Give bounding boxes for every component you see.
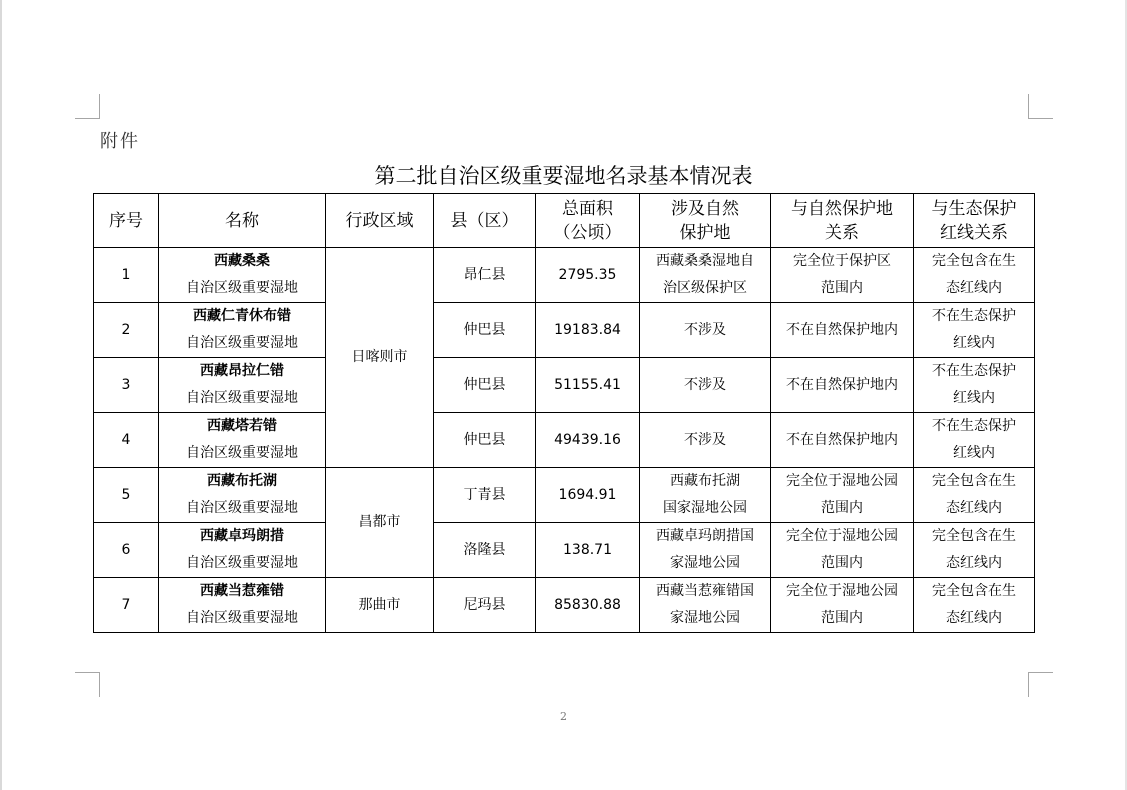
cell-rel-redline-line1: 不在生态保护 bbox=[932, 418, 1016, 434]
cell-reserve: 不涉及 bbox=[640, 358, 771, 413]
cell-area: 1694.91 bbox=[536, 468, 640, 523]
cell-rel-reserve-line1: 完全位于湿地公园 bbox=[786, 583, 898, 599]
table-row bbox=[94, 303, 1035, 358]
cell-rel-redline-line2: 态红线内 bbox=[946, 500, 1002, 516]
cell-rel-redline bbox=[914, 413, 1035, 468]
cell-county: 尼玛县 bbox=[434, 578, 536, 633]
cell-rel-redline-line1: 完全包含在生 bbox=[932, 583, 1016, 599]
cell-name-line2: 自治区级重要湿地 bbox=[186, 610, 298, 626]
attachment-label: 附件 bbox=[100, 131, 140, 152]
table-row bbox=[94, 578, 1035, 633]
header-reserve bbox=[640, 194, 771, 248]
cell-rel-redline bbox=[914, 303, 1035, 358]
cell-index: 5 bbox=[94, 468, 159, 523]
cell-name-line1: 西藏塔若错 bbox=[207, 418, 277, 434]
cell-county: 仲巴县 bbox=[434, 303, 536, 358]
cell-name bbox=[159, 303, 326, 358]
cell-name-line1: 西藏昂拉仁错 bbox=[200, 363, 284, 379]
cell-name bbox=[159, 468, 326, 523]
cell-area: 138.71 bbox=[536, 523, 640, 578]
cell-name bbox=[159, 578, 326, 633]
cell-rel-reserve bbox=[771, 248, 914, 303]
cell-county: 仲巴县 bbox=[434, 358, 536, 413]
cell-reserve-line2: 国家湿地公园 bbox=[663, 500, 747, 516]
header-index: 序号 bbox=[94, 194, 159, 248]
cell-reserve bbox=[640, 578, 771, 633]
header-region: 行政区域 bbox=[326, 194, 434, 248]
cell-rel-redline-line2: 态红线内 bbox=[946, 280, 1002, 296]
cell-name-line1: 西藏仁青休布错 bbox=[193, 308, 291, 324]
header-reserve-line1: 涉及自然 bbox=[671, 198, 739, 219]
cell-rel-reserve-line1: 完全位于保护区 bbox=[793, 253, 891, 269]
table-header-row bbox=[94, 194, 1035, 248]
cell-index: 1 bbox=[94, 248, 159, 303]
cell-name-line1: 西藏布托湖 bbox=[207, 473, 277, 489]
cell-name-line2: 自治区级重要湿地 bbox=[186, 555, 298, 571]
header-area-line1: 总面积 bbox=[562, 198, 613, 219]
cell-rel-reserve: 不在自然保护地内 bbox=[771, 413, 914, 468]
cell-reserve bbox=[640, 523, 771, 578]
cell-name-line2: 自治区级重要湿地 bbox=[186, 500, 298, 516]
cell-region: 那曲市 bbox=[326, 578, 434, 633]
page-edge-left bbox=[0, 0, 2, 790]
cell-county: 仲巴县 bbox=[434, 413, 536, 468]
cell-reserve-line2: 家湿地公园 bbox=[670, 555, 740, 571]
cell-rel-redline bbox=[914, 468, 1035, 523]
header-area-line2: （公顷） bbox=[553, 222, 622, 243]
cell-rel-redline-line2: 红线内 bbox=[953, 390, 995, 406]
cell-rel-redline-line2: 红线内 bbox=[953, 335, 995, 351]
cell-rel-redline-line1: 完全包含在生 bbox=[932, 473, 1016, 489]
cell-reserve-line2: 家湿地公园 bbox=[670, 610, 740, 626]
cell-rel-redline bbox=[914, 578, 1035, 633]
header-reserve-line2: 保护地 bbox=[679, 222, 731, 243]
cell-reserve-line1: 西藏当惹雍错国 bbox=[656, 583, 754, 599]
cell-name-line2: 自治区级重要湿地 bbox=[186, 280, 298, 296]
cell-reserve: 不涉及 bbox=[640, 413, 771, 468]
cell-reserve-line1: 西藏卓玛朗措国 bbox=[656, 528, 754, 544]
header-rel-reserve bbox=[771, 194, 914, 248]
cell-index: 6 bbox=[94, 523, 159, 578]
cell-reserve-line1: 西藏布托湖 bbox=[670, 473, 740, 489]
crop-mark-bottom-left bbox=[75, 672, 100, 697]
page-number: 2 bbox=[560, 710, 567, 723]
cell-region: 日喀则市 bbox=[326, 248, 434, 468]
cell-rel-reserve: 不在自然保护地内 bbox=[771, 358, 914, 413]
header-rel-reserve-line1: 与自然保护地 bbox=[791, 198, 893, 219]
cell-index: 4 bbox=[94, 413, 159, 468]
cell-rel-reserve-line2: 范围内 bbox=[821, 555, 863, 571]
cell-name-line1: 西藏卓玛朗措 bbox=[200, 528, 284, 544]
cell-name bbox=[159, 413, 326, 468]
cell-area: 19183.84 bbox=[536, 303, 640, 358]
table-row bbox=[94, 523, 1035, 578]
cell-rel-redline-line1: 不在生态保护 bbox=[932, 363, 1016, 379]
cell-rel-reserve-line2: 范围内 bbox=[821, 280, 863, 296]
cell-rel-redline bbox=[914, 523, 1035, 578]
cell-rel-reserve bbox=[771, 468, 914, 523]
header-rel-redline bbox=[914, 194, 1035, 248]
cell-name bbox=[159, 358, 326, 413]
table-row bbox=[94, 358, 1035, 413]
cell-reserve-line2: 治区级保护区 bbox=[663, 280, 747, 296]
crop-mark-top-right bbox=[1028, 94, 1053, 119]
cell-name-line1: 西藏桑桑 bbox=[214, 253, 270, 269]
cell-name-line1: 西藏当惹雍错 bbox=[200, 583, 284, 599]
header-area bbox=[536, 194, 640, 248]
cell-name bbox=[159, 248, 326, 303]
cell-rel-reserve: 不在自然保护地内 bbox=[771, 303, 914, 358]
table-row bbox=[94, 248, 1035, 303]
cell-index: 7 bbox=[94, 578, 159, 633]
cell-rel-redline-line1: 完全包含在生 bbox=[932, 528, 1016, 544]
cell-name-line2: 自治区级重要湿地 bbox=[186, 390, 298, 406]
cell-rel-redline-line2: 态红线内 bbox=[946, 555, 1002, 571]
cell-rel-redline-line2: 红线内 bbox=[953, 445, 995, 461]
cell-county: 洛隆县 bbox=[434, 523, 536, 578]
cell-index: 3 bbox=[94, 358, 159, 413]
cell-rel-reserve-line2: 范围内 bbox=[821, 500, 863, 516]
cell-name-line2: 自治区级重要湿地 bbox=[186, 335, 298, 351]
cell-area: 85830.88 bbox=[536, 578, 640, 633]
cell-name-line2: 自治区级重要湿地 bbox=[186, 445, 298, 461]
header-name: 名称 bbox=[159, 194, 326, 248]
cell-rel-redline bbox=[914, 358, 1035, 413]
cell-name bbox=[159, 523, 326, 578]
cell-rel-redline-line1: 不在生态保护 bbox=[932, 308, 1016, 324]
cell-county: 昂仁县 bbox=[434, 248, 536, 303]
cell-rel-redline-line2: 态红线内 bbox=[946, 610, 1002, 626]
document-title: 第二批自治区级重要湿地名录基本情况表 bbox=[374, 164, 753, 188]
header-rel-redline-line1: 与生态保护 bbox=[931, 198, 1017, 219]
cell-rel-redline bbox=[914, 248, 1035, 303]
crop-mark-bottom-right bbox=[1028, 672, 1053, 697]
cell-reserve bbox=[640, 248, 771, 303]
cell-rel-reserve bbox=[771, 523, 914, 578]
cell-rel-redline-line1: 完全包含在生 bbox=[932, 253, 1016, 269]
header-rel-reserve-line2: 关系 bbox=[825, 222, 859, 243]
cell-reserve: 不涉及 bbox=[640, 303, 771, 358]
table-row bbox=[94, 413, 1035, 468]
header-county: 县（区） bbox=[434, 194, 536, 248]
cell-rel-reserve-line2: 范围内 bbox=[821, 610, 863, 626]
cell-region: 昌都市 bbox=[326, 468, 434, 578]
table-row bbox=[94, 468, 1035, 523]
cell-county: 丁青县 bbox=[434, 468, 536, 523]
crop-mark-top-left bbox=[75, 94, 100, 119]
cell-rel-reserve-line1: 完全位于湿地公园 bbox=[786, 473, 898, 489]
cell-area: 2795.35 bbox=[536, 248, 640, 303]
cell-area: 51155.41 bbox=[536, 358, 640, 413]
cell-reserve bbox=[640, 468, 771, 523]
cell-rel-reserve-line1: 完全位于湿地公园 bbox=[786, 528, 898, 544]
cell-rel-reserve bbox=[771, 578, 914, 633]
cell-reserve-line1: 西藏桑桑湿地自 bbox=[656, 253, 754, 269]
cell-area: 49439.16 bbox=[536, 413, 640, 468]
wetland-table bbox=[93, 193, 1035, 633]
header-rel-redline-line2: 红线关系 bbox=[940, 222, 1008, 243]
cell-index: 2 bbox=[94, 303, 159, 358]
